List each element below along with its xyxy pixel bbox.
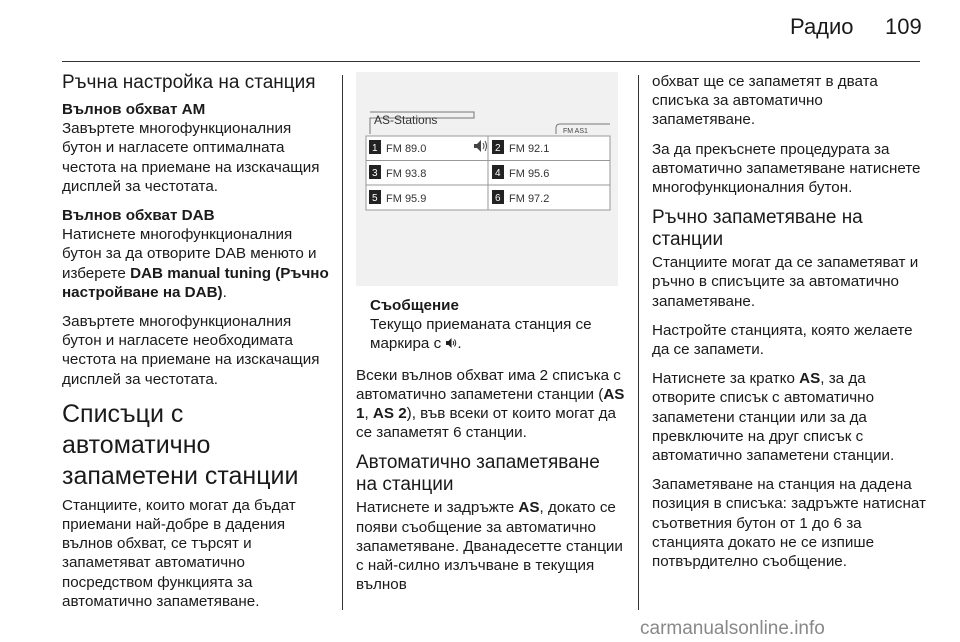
am-band-heading: Вълнов обхват АМ xyxy=(62,101,206,118)
dab-band-text-2: Завъртете многофункционалния бутон и нагласете необходимата честота на приемане на изскачащия дисплей за честотата. xyxy=(62,313,320,388)
svg-text:2: 2 xyxy=(495,143,501,154)
dab-band-heading: Вълнов обхват DAB xyxy=(62,207,215,225)
svg-text:FM 92.1: FM 92.1 xyxy=(509,143,550,155)
column-3 xyxy=(652,72,927,581)
as-list-tag: FM AS1 xyxy=(563,128,588,135)
as-stations-title: AS-Stations xyxy=(374,113,438,127)
svg-text:FM 89.0: FM 89.0 xyxy=(386,143,427,155)
auto-lists-heading: Списъци с автоматично запаметени станции xyxy=(62,399,299,490)
tune-station-text: Настройте станцията, която желаете да се запамети. xyxy=(652,321,913,359)
svg-text:FM 95.9: FM 95.9 xyxy=(386,193,427,205)
note-title: Съобщение xyxy=(370,297,459,314)
speaker-icon xyxy=(445,337,457,349)
svg-text:3: 3 xyxy=(372,168,378,179)
svg-text:4: 4 xyxy=(495,168,501,179)
auto-store-continued-text: обхват ще се запаметят в двата списъка за автоматично запаметяване. xyxy=(652,73,878,129)
station-slot-5 xyxy=(369,190,426,205)
as-lists-text: Всеки вълнов обхват има 2 списъка с автоматично запаметени станции (AS 1, AS 2), във всеки от които могат да се запаметят 6 станции. xyxy=(356,366,625,442)
auto-lists-text: Станциите, които могат да бъдат приемани най-добре в дадения вълнов обхват, се търсят и запаметяват автоматично посредством функцията за автоматично запаметяване. xyxy=(62,496,296,610)
svg-text:6: 6 xyxy=(495,193,501,204)
svg-text:5: 5 xyxy=(372,193,378,204)
manual-tuning-heading: Ръчна настройка на станция xyxy=(62,72,316,93)
station-slot-4 xyxy=(492,165,549,180)
as-button-label: AS xyxy=(799,370,821,388)
page-number: 109 xyxy=(885,14,922,39)
auto-store-heading: Автоматично запаметяване на станции xyxy=(356,452,600,496)
as-button-label: AS xyxy=(518,499,540,517)
as-stations-figure xyxy=(356,72,618,286)
dab-manual-tuning-label: DAB manual tuning (Ръчно настройване на DAB) xyxy=(62,264,329,301)
open-list-text: Натиснете за кратко AS, за да отворите списък с автоматично запаметени станции или за да превключите на друг списък с автоматично запаметени станции. xyxy=(652,370,895,465)
page-header xyxy=(0,0,960,62)
note-text: Текущо приеманата станция се маркира с xyxy=(370,316,592,353)
station-slot-1 xyxy=(369,140,426,155)
station-slot-2 xyxy=(492,140,549,155)
manual-store-text: Станциите могат да се запаметяват и ръчно в списъците за автоматично запаметяване. xyxy=(652,254,919,310)
station-slot-3 xyxy=(369,165,426,180)
page-header-title: Радио xyxy=(790,14,854,39)
svg-text:1: 1 xyxy=(372,143,378,154)
store-position-text: Запаметяване на станция на дадена позиция в списъка: задръжте натиснат съответния бутон от 1 до 6 за станцията докато не се изпише потвърдително съобщение. xyxy=(652,476,926,571)
auto-store-text: Натиснете и задръжте AS, докато се появи съобщение за автоматично запаметяване. Дванадесетте станции с най-силно излъчване в текущия вълнов xyxy=(356,499,623,594)
svg-text:FM 93.8: FM 93.8 xyxy=(386,168,427,180)
station-slot-6 xyxy=(492,190,549,205)
svg-text:FM 97.2: FM 97.2 xyxy=(509,193,550,205)
header-divider xyxy=(62,61,920,62)
manual-store-heading: Ръчно запаметяване на станции xyxy=(652,207,863,251)
dab-band-text: Натиснете многофункционалния бутон за да отворите DAB менюто и изберете DAB manual tuning (Ръчно настройване на DAB). xyxy=(62,226,329,301)
am-band-text: Завъртете многофункционалния бутон и нагласете оптималната честота на приемане на изскачащия дисплей за честотата. xyxy=(62,120,320,195)
watermark: carmanualsonline.info xyxy=(640,618,825,639)
as-stations-screen xyxy=(356,72,618,286)
column-divider-2 xyxy=(638,75,639,610)
svg-text:FM 95.6: FM 95.6 xyxy=(509,168,550,180)
cancel-procedure-text: За да прекъснете процедурата за автоматично запаметяване натиснете многофункционалния бутон. xyxy=(652,140,921,197)
column-2 xyxy=(356,72,626,604)
column-divider-1 xyxy=(342,75,343,610)
column-1 xyxy=(62,72,330,621)
note-block: Съобщение Текущо приеманата станция се маркира с . xyxy=(356,296,626,354)
